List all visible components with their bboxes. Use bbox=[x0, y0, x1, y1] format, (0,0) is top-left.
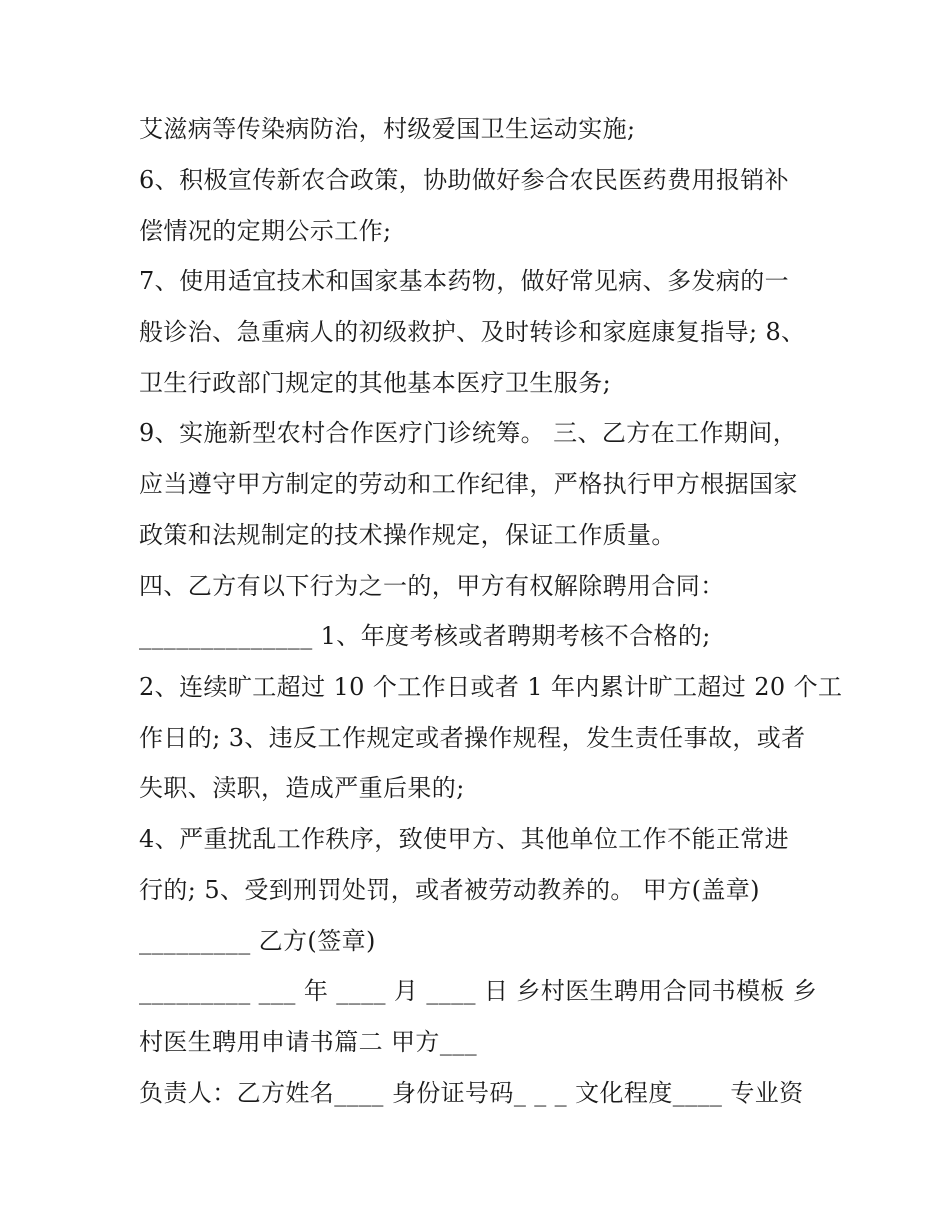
text-line-13: 作日的; 3、违反工作规定或者操作规程，发生责任事故，或者 bbox=[139, 724, 806, 752]
text-line-20: 负责人：乙方姓名____ 身份证号码_ _ _ 文化程度____ 专业资 bbox=[139, 1079, 804, 1107]
text-line-18: _________ ___ 年 ____ 月 ____ 日 乡村医生聘用合同书模板 乡 bbox=[139, 977, 818, 1005]
text-line-3: 偿情况的定期公示工作; bbox=[139, 217, 392, 245]
text-line-6: 卫生行政部门规定的其他基本医疗卫生服务; bbox=[139, 369, 612, 397]
text-line-7: 9、实施新型农村合作医疗门诊统筹。 三、乙方在工作期间， bbox=[139, 419, 798, 447]
text-line-14: 失职、渎职，造成严重后果的; bbox=[139, 774, 465, 802]
text-line-11: ______________ 1、年度考核或者聘期考核不合格的; bbox=[139, 622, 711, 650]
text-line-5: 般诊治、急重病人的初级救护、及时转诊和家庭康复指导; 8、 bbox=[139, 318, 806, 346]
text-line-17: _________ 乙方(签章) bbox=[139, 927, 376, 955]
text-line-4: 7、使用适宜技术和国家基本药物，做好常见病、多发病的一 bbox=[139, 267, 790, 295]
text-line-2: 6、积极宣传新农合政策，协助做好参合农民医药费用报销补 bbox=[139, 166, 790, 194]
text-line-12: 2、连续旷工超过 10 个工作日或者 1 年内累计旷工超过 20 个工 bbox=[139, 673, 843, 701]
text-line-8: 应当遵守甲方制定的劳动和工作纪律，严格执行甲方根据国家 bbox=[139, 470, 798, 498]
text-line-15: 4、严重扰乱工作秩序，致使甲方、其他单位工作不能正常进 bbox=[139, 825, 790, 853]
text-line-10: 四、乙方有以下行为之一的，甲方有权解除聘用合同： bbox=[139, 572, 725, 600]
text-line-9: 政策和法规制定的技术操作规定，保证工作质量。 bbox=[139, 521, 676, 549]
text-line-19: 村医生聘用申请书篇二 甲方___ bbox=[139, 1028, 478, 1056]
text-line-16: 行的; 5、受到刑罚处罚，或者被劳动教养的。 甲方(盖章) bbox=[139, 876, 760, 904]
text-line-1: 艾滋病等传染病防治，村级爱国卫生运动实施; bbox=[139, 115, 636, 143]
